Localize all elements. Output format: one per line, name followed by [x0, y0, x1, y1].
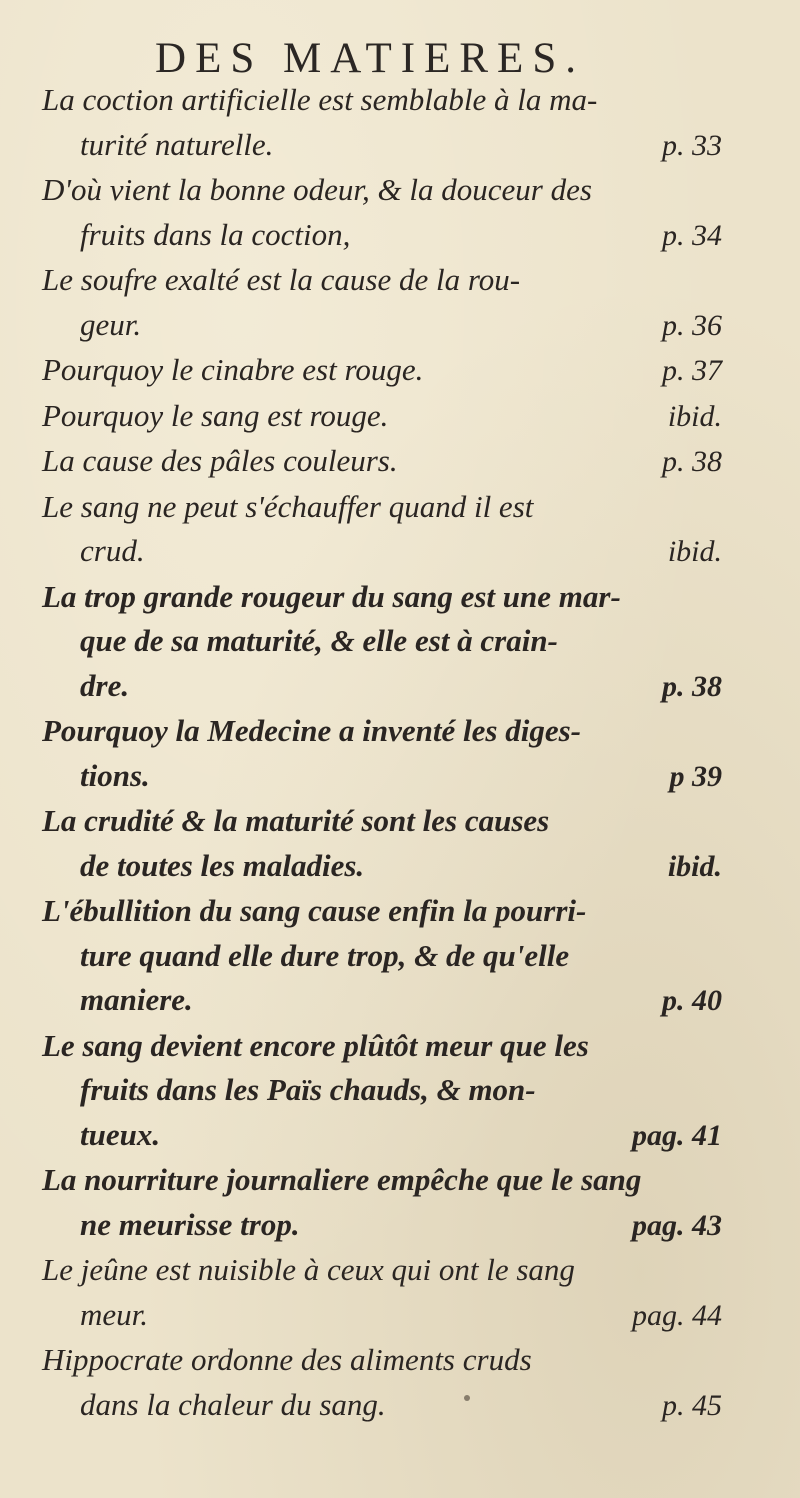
entry-text: Pourquoy le cinabre est rouge.	[42, 352, 424, 387]
entry-first-line	[42, 258, 722, 303]
entry-first-line	[42, 1248, 722, 1293]
page-header: DES MATIERES.	[155, 35, 585, 82]
entry-text: tions.	[80, 757, 150, 793]
page-reference: ibid.	[667, 535, 722, 568]
toc-entry	[42, 348, 722, 394]
entry-continuation-line	[42, 754, 722, 800]
entry-text: Le soufre exalté est la cause de la rou-	[42, 262, 521, 297]
entry-text: ne meurisse trop.	[80, 1206, 300, 1242]
entry-text: ture quand elle dure trop, & de qu'elle	[80, 937, 570, 973]
page-reference: p. 45	[662, 1388, 722, 1422]
page-reference: ibid.	[667, 849, 722, 883]
page-reference: p 39	[669, 759, 722, 793]
entry-text: meur.	[80, 1296, 149, 1332]
page-reference: p. 38	[662, 669, 722, 703]
entry-text: dans la chaleur du sang.	[80, 1386, 386, 1422]
entry-continuation-line	[42, 1068, 722, 1113]
entry-text: La cause des pâles couleurs.	[42, 443, 398, 478]
page-reference: p. 36	[662, 308, 722, 342]
entry-text: fruits dans les Païs chauds, & mon-	[80, 1072, 536, 1107]
toc-entry	[42, 485, 722, 575]
toc-entry	[42, 709, 722, 799]
entry-text: Le jeûne est nuisible à ceux qui ont le sang	[42, 1252, 575, 1287]
entry-text: La coction artificielle est semblable à la ma-	[42, 82, 598, 117]
entry-first-line	[42, 575, 722, 620]
toc-entry	[42, 258, 722, 348]
entry-text: Le sang devient encore plûtôt meur que les	[42, 1027, 589, 1063]
entry-text: Hippocrate ordonne des aliments cruds	[42, 1342, 532, 1377]
entry-first-line	[42, 1158, 722, 1203]
entry-text: turité naturelle.	[80, 126, 274, 162]
toc-entry	[42, 575, 722, 710]
entry-continuation-line	[42, 529, 722, 575]
toc-entry	[42, 1338, 722, 1428]
entry-first-line	[42, 1024, 722, 1069]
entry-text: crud.	[80, 533, 145, 568]
entry-first-line	[42, 799, 722, 844]
entry-text: de toutes les maladies.	[80, 847, 365, 883]
entry-text: Le sang ne peut s'échauffer quand il est	[42, 488, 534, 524]
entry-continuation-line	[42, 664, 722, 710]
entry-continuation-line	[42, 1113, 722, 1159]
entry-first-line	[42, 394, 722, 440]
toc-entry	[42, 439, 722, 485]
toc-entry	[42, 889, 722, 1024]
page-reference: p. 38	[662, 445, 722, 478]
entry-continuation-line	[42, 934, 722, 979]
entry-continuation-line	[42, 619, 722, 664]
entry-first-line	[42, 889, 722, 934]
page-reference: pag. 43	[632, 1208, 722, 1242]
entry-text: D'où vient la bonne odeur, & la douceur des	[42, 172, 592, 207]
page-reference: pag. 41	[632, 1118, 722, 1152]
entry-text: fruits dans la coction,	[80, 216, 351, 252]
entry-first-line	[42, 348, 722, 394]
entry-first-line	[42, 168, 722, 213]
entry-text: geur.	[80, 306, 142, 342]
page-reference: p. 40	[662, 984, 722, 1017]
page-reference: p. 33	[662, 128, 722, 162]
entry-text: La crudité & la maturité sont les causes	[42, 803, 550, 838]
entry-continuation-line	[42, 123, 722, 169]
entry-text: dre.	[80, 667, 130, 703]
toc-entry	[42, 394, 722, 440]
toc-entry	[42, 1024, 722, 1159]
ink-spot	[464, 1395, 470, 1401]
entry-continuation-line	[42, 844, 722, 890]
page-reference: p. 34	[662, 218, 722, 252]
entry-continuation-line	[42, 213, 722, 259]
entry-first-line	[42, 485, 722, 530]
entry-first-line	[42, 439, 722, 485]
toc-entry	[42, 1158, 722, 1248]
page-reference: p. 37	[662, 354, 722, 387]
page-reference: ibid.	[667, 399, 722, 433]
toc-entry	[42, 78, 722, 168]
entry-text: La nourriture journaliere empêche que le sang	[42, 1162, 642, 1197]
entry-text: maniere.	[80, 982, 193, 1017]
toc-entry	[42, 168, 722, 258]
toc-entry	[42, 1248, 722, 1338]
entry-text: Pourquoy le sang est rouge.	[42, 397, 389, 433]
entry-text: tueux.	[80, 1116, 161, 1152]
entry-continuation-line	[42, 1293, 722, 1339]
entry-continuation-line	[42, 303, 722, 349]
entry-first-line	[42, 709, 722, 754]
entry-text: L'ébullition du sang cause enfin la pourri-	[42, 893, 587, 928]
page-reference: pag. 44	[632, 1298, 722, 1332]
entry-continuation-line	[42, 1383, 722, 1429]
toc-entry	[42, 799, 722, 889]
table-of-contents	[42, 78, 722, 1428]
entry-first-line	[42, 78, 722, 123]
entry-text: La trop grande rougeur du sang est une mar-	[42, 578, 621, 614]
entry-first-line	[42, 1338, 722, 1383]
entry-continuation-line	[42, 1203, 722, 1249]
entry-continuation-line	[42, 978, 722, 1024]
entry-text: que de sa maturité, & elle est à crain-	[80, 623, 558, 658]
entry-text: Pourquoy la Medecine a inventé les diges-	[42, 713, 581, 748]
